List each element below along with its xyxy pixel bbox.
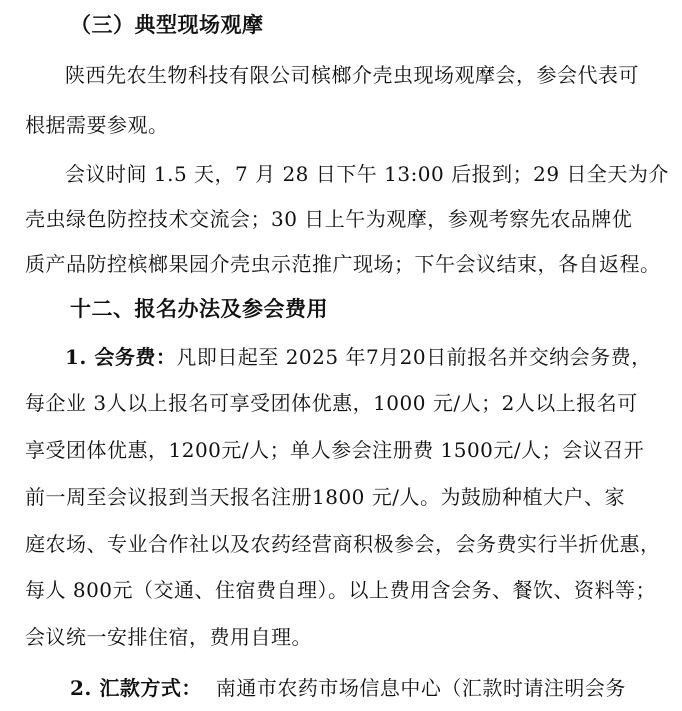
fee-paragraph-line: 庭农场、专业合作社以及农药经营商积极参会，会务费实行半折优惠， — [25, 532, 661, 556]
fee-paragraph-line: 享受团体优惠，1200元/人；单人参会注册费 1500元/人；会议召开 — [25, 438, 645, 462]
visit-paragraph-line: 陕西先农生物科技有限公司槟榔介壳虫现场观摩会，参会代表可 — [65, 63, 639, 87]
fee-paragraph-line: 每企业 3人以上报名可享受团体优惠，1000 元/人；2人以上报名可 — [25, 391, 638, 415]
fee-paragraph-first-line — [65, 344, 652, 370]
fee-label: 1. 会务费： — [65, 345, 177, 369]
schedule-paragraph-line: 会议时间 1.5 天，7 月 28 日下午 13:00 后报到；29 日全天为介 — [65, 162, 669, 186]
fee-paragraph-line: 会议统一安排住宿，费用自理。 — [25, 625, 312, 649]
schedule-paragraph-line: 壳虫绿色防控技术交流会；30 日上午为观摩，参观考察先农品牌优 — [25, 207, 633, 231]
fee-paragraph-line: 每人 800元（交通、住宿费自理）。以上费用含会务、餐饮、资料等； — [25, 578, 657, 602]
payment-line — [70, 675, 626, 701]
payment-text: 南通市农药市场信息中心（汇款时请注明会务 — [215, 676, 626, 700]
fee-text: 凡即日起至 2025 年7月20日前报名并交纳会务费， — [176, 345, 652, 369]
visit-paragraph-line: 根据需要参观。 — [25, 113, 169, 137]
payment-label: 2. 汇款方式： — [70, 676, 202, 700]
section-heading-typical-site-visit: （三）典型现场观摩 — [70, 12, 264, 37]
schedule-paragraph-line: 质产品防控槟榔果园介壳虫示范推广现场；下午会议结束，各自返程。 — [25, 252, 661, 276]
section-heading-registration-fees: 十二、报名办法及参会费用 — [70, 296, 328, 321]
fee-paragraph-line: 前一周至会议报到当天报名注册1800 元/人。为鼓励种植大户、家 — [25, 485, 625, 509]
